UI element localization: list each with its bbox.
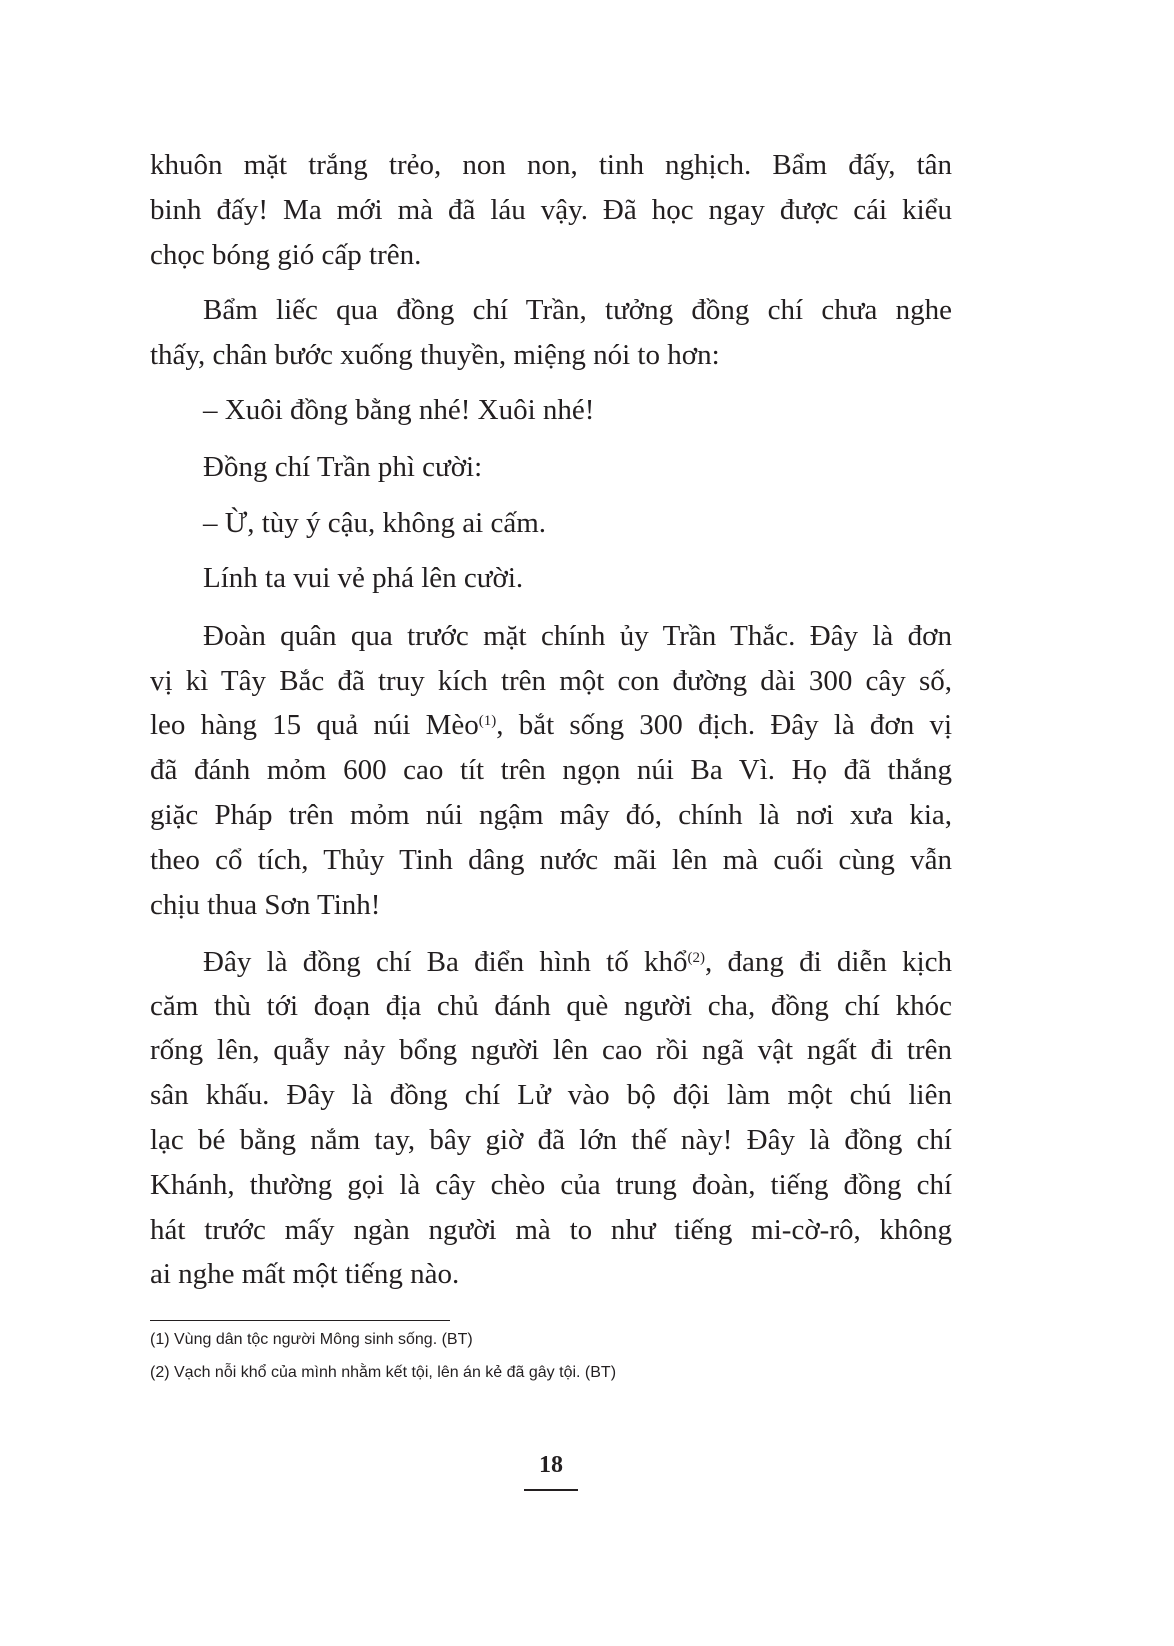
text-line bbox=[150, 337, 952, 373]
text-span: leo hàng 15 quả núi Mèo bbox=[150, 709, 479, 741]
text-span: hát trước mấy ngàn người mà to như tiếng mi-cờ-rô, không bbox=[150, 1214, 952, 1246]
text-line bbox=[150, 1256, 952, 1292]
text-span: Lính ta vui vẻ phá lên cười. bbox=[203, 562, 524, 594]
text-line bbox=[203, 505, 952, 541]
text-line bbox=[203, 392, 952, 428]
text-span: rống lên, quẫy nảy bổng người lên cao rồi ngã vật ngất đi trên bbox=[150, 1034, 952, 1066]
footnote-divider bbox=[150, 1320, 450, 1321]
text-line bbox=[203, 449, 952, 485]
text-line bbox=[150, 752, 952, 788]
text-span: chọc bóng gió cấp trên. bbox=[150, 239, 422, 271]
text-span: , đang đi diễn kịch bbox=[704, 946, 952, 978]
text-line bbox=[203, 560, 952, 596]
text-line bbox=[203, 292, 952, 328]
text-line bbox=[150, 663, 952, 699]
text-span: lạc bé bằng nắm tay, bây giờ đã lớn thế này! Đây là đồng chí bbox=[150, 1124, 952, 1156]
text-line bbox=[150, 237, 952, 273]
text-line bbox=[150, 707, 952, 743]
page-number: 18 bbox=[539, 1452, 563, 1478]
text-span: Đồng chí Trần phì cười: bbox=[203, 451, 483, 483]
text-line bbox=[203, 944, 952, 980]
text-span: đã đánh mỏm 600 cao tít trên ngọn núi Ba Vì. Họ đã thắng bbox=[150, 754, 952, 786]
text-line bbox=[203, 618, 952, 654]
text-span: Đoàn quân qua trước mặt chính ủy Trần Thắc. Đây là đơn bbox=[203, 620, 952, 652]
text-span: sân khấu. Đây là đồng chí Lử vào bộ đội làm một chú liên bbox=[150, 1079, 952, 1111]
text-span: – Xuôi đồng bằng nhé! Xuôi nhé! bbox=[203, 394, 595, 426]
text-span: vị kì Tây Bắc đã truy kích trên một con đường dài 300 cây số, bbox=[150, 665, 952, 697]
text-line bbox=[150, 1122, 952, 1158]
text-line bbox=[150, 1167, 952, 1203]
text-span: ai nghe mất một tiếng nào. bbox=[150, 1258, 460, 1290]
text-line bbox=[150, 887, 952, 923]
text-line bbox=[150, 192, 952, 228]
text-line bbox=[150, 1032, 952, 1068]
page-number-rule bbox=[524, 1489, 578, 1491]
text-span: binh đấy! Ma mới mà đã láu vậy. Đã học ngay được cái kiểu bbox=[150, 194, 952, 226]
text-span: , bắt sống 300 địch. Đây là đơn vị bbox=[496, 709, 953, 741]
footnote-1: (1) Vùng dân tộc người Mông sinh sống. (BT) bbox=[150, 1331, 473, 1348]
text-span: giặc Pháp trên mỏm núi ngậm mây đó, chính là nơi xưa kia, bbox=[150, 799, 952, 831]
footnote-ref: (1) bbox=[478, 713, 497, 729]
text-span: khuôn mặt trắng trẻo, non non, tinh nghịch. Bẩm đấy, tân bbox=[150, 149, 952, 181]
text-line bbox=[150, 988, 952, 1024]
text-line bbox=[150, 842, 952, 878]
text-span: chịu thua Sơn Tinh! bbox=[150, 889, 381, 921]
text-line bbox=[150, 1077, 952, 1113]
text-span: – Ừ, tùy ý cậu, không ai cấm. bbox=[203, 507, 547, 539]
footnote-2: (2) Vạch nỗi khổ của mình nhằm kết tội, lên án kẻ đã gây tội. (BT) bbox=[150, 1364, 617, 1381]
text-line bbox=[150, 147, 952, 183]
text-span: căm thù tới đoạn địa chủ đánh què người cha, đồng chí khóc bbox=[150, 990, 952, 1022]
text-span: Bẩm liếc qua đồng chí Trần, tưởng đồng chí chưa nghe bbox=[203, 294, 952, 326]
text-span: Đây là đồng chí Ba điển hình tố khổ bbox=[203, 946, 688, 978]
text-span: theo cổ tích, Thủy Tinh dâng nước mãi lên mà cuối cùng vẫn bbox=[150, 844, 952, 876]
text-span: thấy, chân bước xuống thuyền, miệng nói to hơn: bbox=[150, 339, 720, 371]
text-line bbox=[150, 1212, 952, 1248]
text-span: Khánh, thường gọi là cây chèo của trung đoàn, tiếng đồng chí bbox=[150, 1169, 952, 1201]
footnote-ref: (2) bbox=[687, 950, 705, 966]
text-line bbox=[150, 797, 952, 833]
